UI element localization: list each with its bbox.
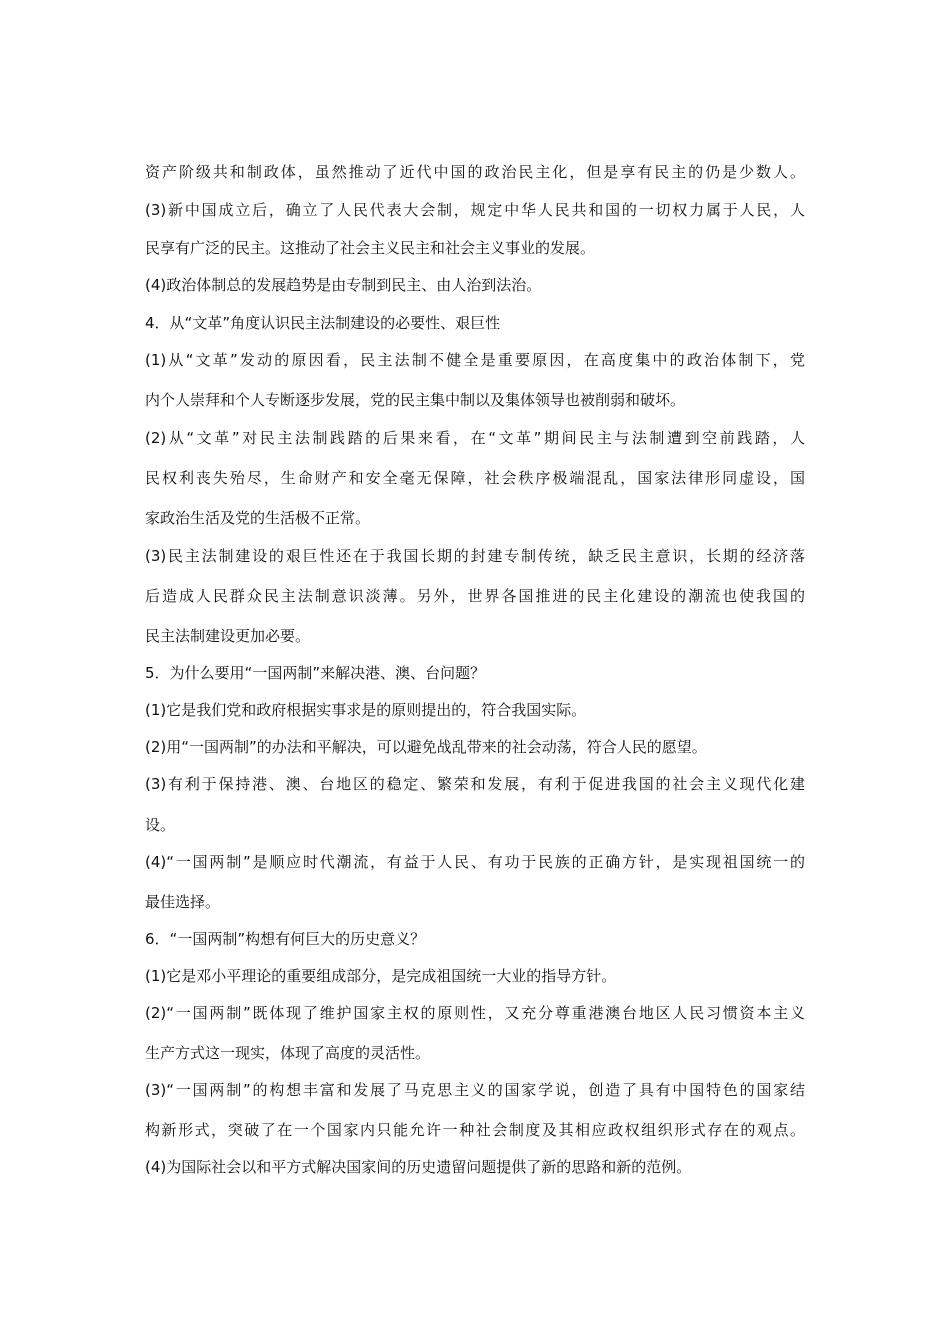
text-line: 内个人崇拜和个人专断逐步发展，党的民主集中制以及集体领导也被削弱和破坏。 bbox=[145, 391, 686, 409]
text-line: 构新形式，突破了在一个国家内只能允许一种社会制度及其相应政权组织形式存在的观点。 bbox=[145, 1121, 805, 1139]
text-line: (1)它是我们党和政府根据实事求是的原则提出的，符合我国实际。 bbox=[145, 701, 587, 719]
text-line: (1)它是邓小平理论的重要组成部分，是完成祖国统一大业的指导方针。 bbox=[145, 967, 617, 985]
text-line: 生产方式这一现实，体现了高度的灵活性。 bbox=[145, 1044, 431, 1062]
text-line: 民权利丧失殆尽，生命财产和安全毫无保障，社会秩序极端混乱，国家法律形同虚设，国 bbox=[145, 469, 805, 487]
text-line: (3)新中国成立后，确立了人民代表大会制，规定中华人民共和国的一切权力属于人民，人 bbox=[145, 201, 805, 219]
text-line: 家政治生活及党的生活极不正常。 bbox=[145, 509, 371, 527]
section-heading: 6．“一国两制”构想有何巨大的历史意义？ bbox=[145, 930, 426, 948]
text-line: (3)有利于保持港、澳、台地区的稳定、繁荣和发展，有利于促进我国的社会主义现代化建 bbox=[145, 775, 805, 793]
text-line: 民享有广泛的民主。这推动了社会主义民主和社会主义事业的发展。 bbox=[145, 239, 596, 257]
text-line: (4)“一国两制”是顺应时代潮流，有益于人民、有功于民族的正确方针，是实现祖国统一的 bbox=[145, 853, 805, 871]
text-line: (2)“一国两制”既体现了维护国家主权的原则性，又充分尊重港澳台地区人民习惯资本主义 bbox=[145, 1004, 805, 1022]
document-page bbox=[145, 0, 810, 1344]
section-heading: 5．为什么要用“一国两制”来解决港、澳、台问题？ bbox=[145, 664, 486, 682]
text-line: (3)“一国两制”的构想丰富和发展了马克思主义的国家学说，创造了具有中国特色的国家结 bbox=[145, 1081, 805, 1099]
text-line: (3)民主法制建设的艰巨性还在于我国长期的封建专制传统，缺乏民主意识，长期的经济落 bbox=[145, 547, 805, 565]
text-line: 资产阶级共和制政体，虽然推动了近代中国的政治民主化，但是享有民主的仍是少数人。 bbox=[145, 163, 805, 181]
text-line: 后造成人民群众民主法制意识淡薄。另外，世界各国推进的民主化建设的潮流也使我国的 bbox=[145, 587, 805, 605]
text-line: 设。 bbox=[145, 816, 176, 834]
text-line: 最佳选择。 bbox=[145, 893, 221, 911]
text-line: (4)为国际社会以和平方式解决国家间的历史遗留问题提供了新的思路和新的范例。 bbox=[145, 1158, 692, 1176]
text-line: 民主法制建设更加必要。 bbox=[145, 627, 311, 645]
text-line: (2)从“文革”对民主法制践踏的后果来看，在“文革”期间民主与法制遭到空前践踏，人 bbox=[145, 429, 805, 447]
section-heading: 4．从“文革”角度认识民主法制建设的必要性、艰巨性 bbox=[145, 314, 501, 332]
text-line: (1)从“文革”发动的原因看，民主法制不健全是重要原因，在高度集中的政治体制下，党 bbox=[145, 351, 805, 369]
text-line: (4)政治体制总的发展趋势是由专制到民主、由人治到法治。 bbox=[145, 276, 542, 294]
text-line: (2)用“一国两制”的办法和平解决，可以避免战乱带来的社会动荡，符合人民的愿望。 bbox=[145, 738, 707, 756]
